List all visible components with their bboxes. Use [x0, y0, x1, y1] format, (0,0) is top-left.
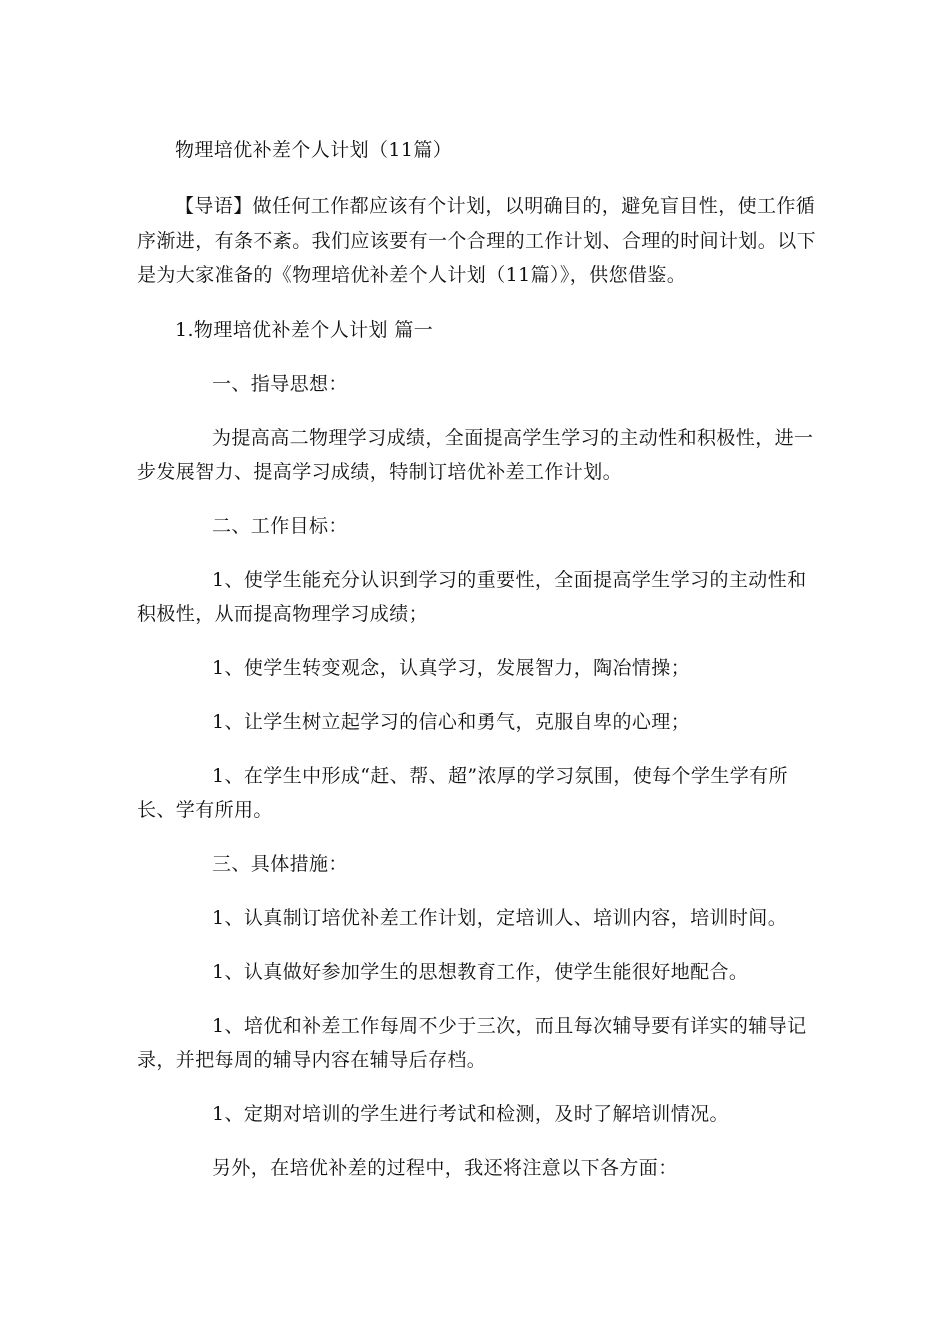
part2-item-3: 1、让学生树立起学习的信心和勇气，克服自卑的心理；	[212, 711, 691, 733]
part2-item-1-line-2: 积极性，从而提高物理学习成绩；	[137, 603, 429, 625]
intro-line-1: 【导语】做任何工作都应该有个计划，以明确目的，避免盲目性，使工作循	[175, 195, 816, 217]
part3-item-2: 1、认真做好参加学生的思想教育工作，使学生能很好地配合。	[212, 961, 749, 983]
part2-item-1-line-1: 1、使学生能充分认识到学习的重要性，全面提高学生学习的主动性和	[212, 569, 807, 591]
part1-paragraph-line-1: 为提高高二物理学习成绩，全面提高学生学习的主动性和积极性，进一	[212, 427, 814, 449]
intro-line-2: 序渐进，有条不紊。我们应该要有一个合理的工作计划、合理的时间计划。以下	[137, 230, 817, 252]
closing-paragraph: 另外，在培优补差的过程中，我还将注意以下各方面：	[212, 1157, 678, 1179]
part2-item-4-line-1: 1、在学生中形成“赶、帮、超”浓厚的学习氛围，使每个学生学有所	[212, 765, 788, 787]
part1-paragraph-line-2: 步发展智力、提高学习成绩，特制订培优补差工作计划。	[137, 461, 623, 483]
part3-item-1: 1、认真制订培优补差工作计划，定培训人、培训内容，培训时间。	[212, 907, 788, 929]
part3-item-3-line-1: 1、培优和补差工作每周不少于三次，而且每次辅导要有详实的辅导记	[212, 1015, 807, 1037]
part3-item-3-line-2: 录，并把每周的辅导内容在辅导后存档。	[137, 1049, 487, 1071]
document-title: 物理培优补差个人计划（11篇）	[175, 139, 453, 161]
section-heading-1: 1.物理培优补差个人计划 篇一	[175, 319, 434, 341]
part3-item-4: 1、定期对培训的学生进行考试和检测，及时了解培训情况。	[212, 1103, 729, 1125]
part3-heading: 三、具体措施：	[212, 853, 348, 875]
part2-item-4-line-2: 长、学有所用。	[137, 799, 273, 821]
part2-heading: 二、工作目标：	[212, 515, 348, 537]
intro-line-3: 是为大家准备的《物理培优补差个人计划（11篇）》，供您借鉴。	[137, 264, 687, 286]
part2-item-2: 1、使学生转变观念，认真学习，发展智力，陶冶情操；	[212, 657, 691, 679]
part1-heading: 一、指导思想：	[212, 373, 348, 395]
